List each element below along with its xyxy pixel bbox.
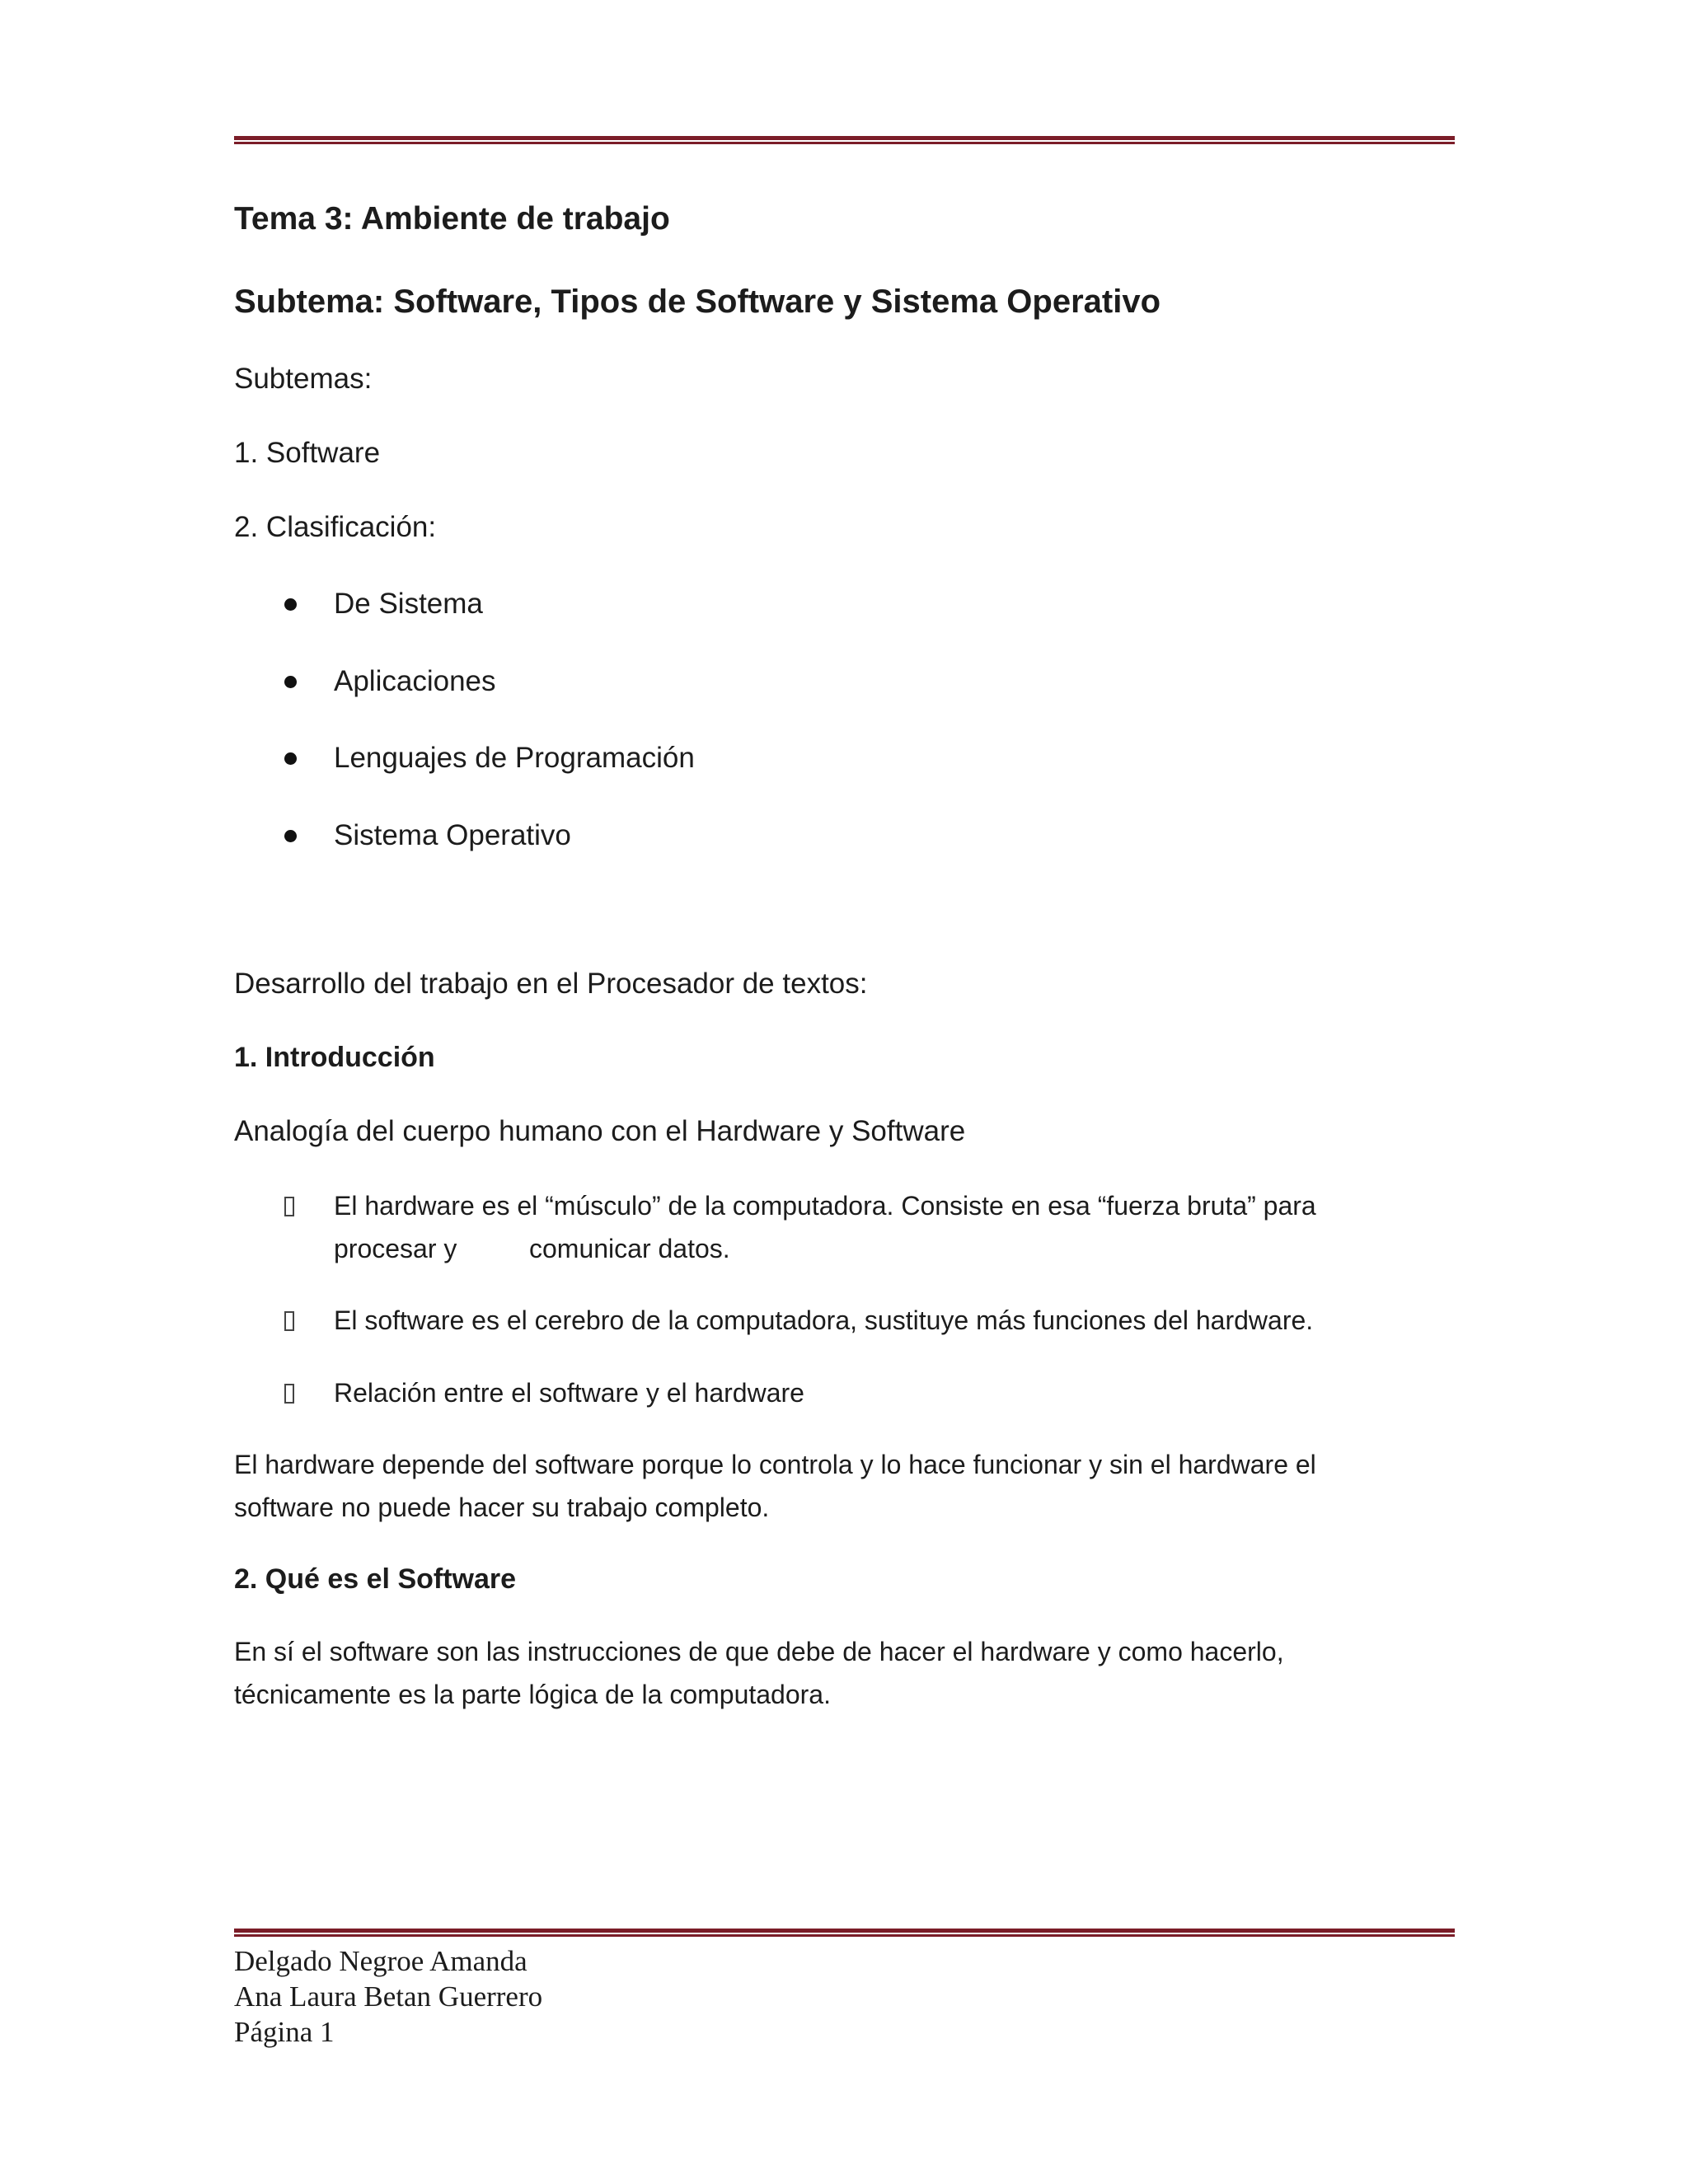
analogy-item-2: El software es el cerebro de la computadora, sustituye más funciones del hardware. [334, 1305, 1314, 1335]
desarrollo-intro: Desarrollo del trabajo en el Procesador de textos: [234, 968, 868, 1000]
section-heading-que-es-software: 2. Qué es el Software [234, 1563, 517, 1595]
bullet-item-aplicaciones: Aplicaciones [334, 665, 496, 697]
section-heading-introduccion: 1. Introducción [234, 1042, 435, 1073]
analogy-item-1-line1: El hardware es el “músculo” de la computadora. Consiste en esa “fuerza bruta” para [334, 1191, 1316, 1221]
analogy-item-3: Relación entre el software y el hardware [334, 1378, 804, 1408]
subtema-item-software: 1. Software [234, 437, 381, 469]
bullet-item-de-sistema: De Sistema [334, 588, 483, 620]
bullet-item-sistema-operativo: Sistema Operativo [334, 819, 571, 851]
header-double-rule [234, 136, 1455, 146]
missing-symbol-bullet-icon [284, 1311, 294, 1331]
analogy-item-1-line2b: comunicar datos. [529, 1234, 730, 1263]
missing-symbol-bullet-icon [284, 1384, 294, 1404]
subtemas-label: Subtemas: [234, 363, 373, 395]
paragraph-1-line2: software no puede hacer su trabajo completo. [234, 1493, 770, 1522]
footer-author-2: Ana Laura Betan Guerrero [234, 1980, 543, 2013]
bullet-dot [284, 676, 297, 688]
paragraph-2-line2: técnicamente es la parte lógica de la computadora. [234, 1680, 831, 1709]
footer-double-rule [234, 1929, 1455, 1938]
paragraph-2-line1: En sí el software son las instrucciones de que debe de hacer el hardware y como hacerlo, [234, 1637, 1284, 1666]
footer-page-number: Página 1 [234, 2016, 335, 2048]
bullet-dot [284, 830, 297, 842]
subtema-item-clasificacion: 2. Clasificación: [234, 511, 437, 543]
page-subtitle: Subtema: Software, Tipos de Software y Sistema Operativo [234, 284, 1161, 320]
bullet-item-lenguajes: Lenguajes de Programación [334, 742, 695, 774]
page-title: Tema 3: Ambiente de trabajo [234, 201, 670, 237]
analogy-heading: Analogía del cuerpo humano con el Hardware y Software [234, 1115, 966, 1147]
analogy-item-1-line2a: procesar y [334, 1234, 457, 1263]
paragraph-1-line1: El hardware depende del software porque lo controla y lo hace funcionar y sin el hardware el [234, 1450, 1316, 1479]
footer-author-1: Delgado Negroe Amanda [234, 1945, 528, 1977]
bullet-dot [284, 752, 297, 765]
bullet-dot [284, 598, 297, 611]
missing-symbol-bullet-icon [284, 1197, 294, 1216]
